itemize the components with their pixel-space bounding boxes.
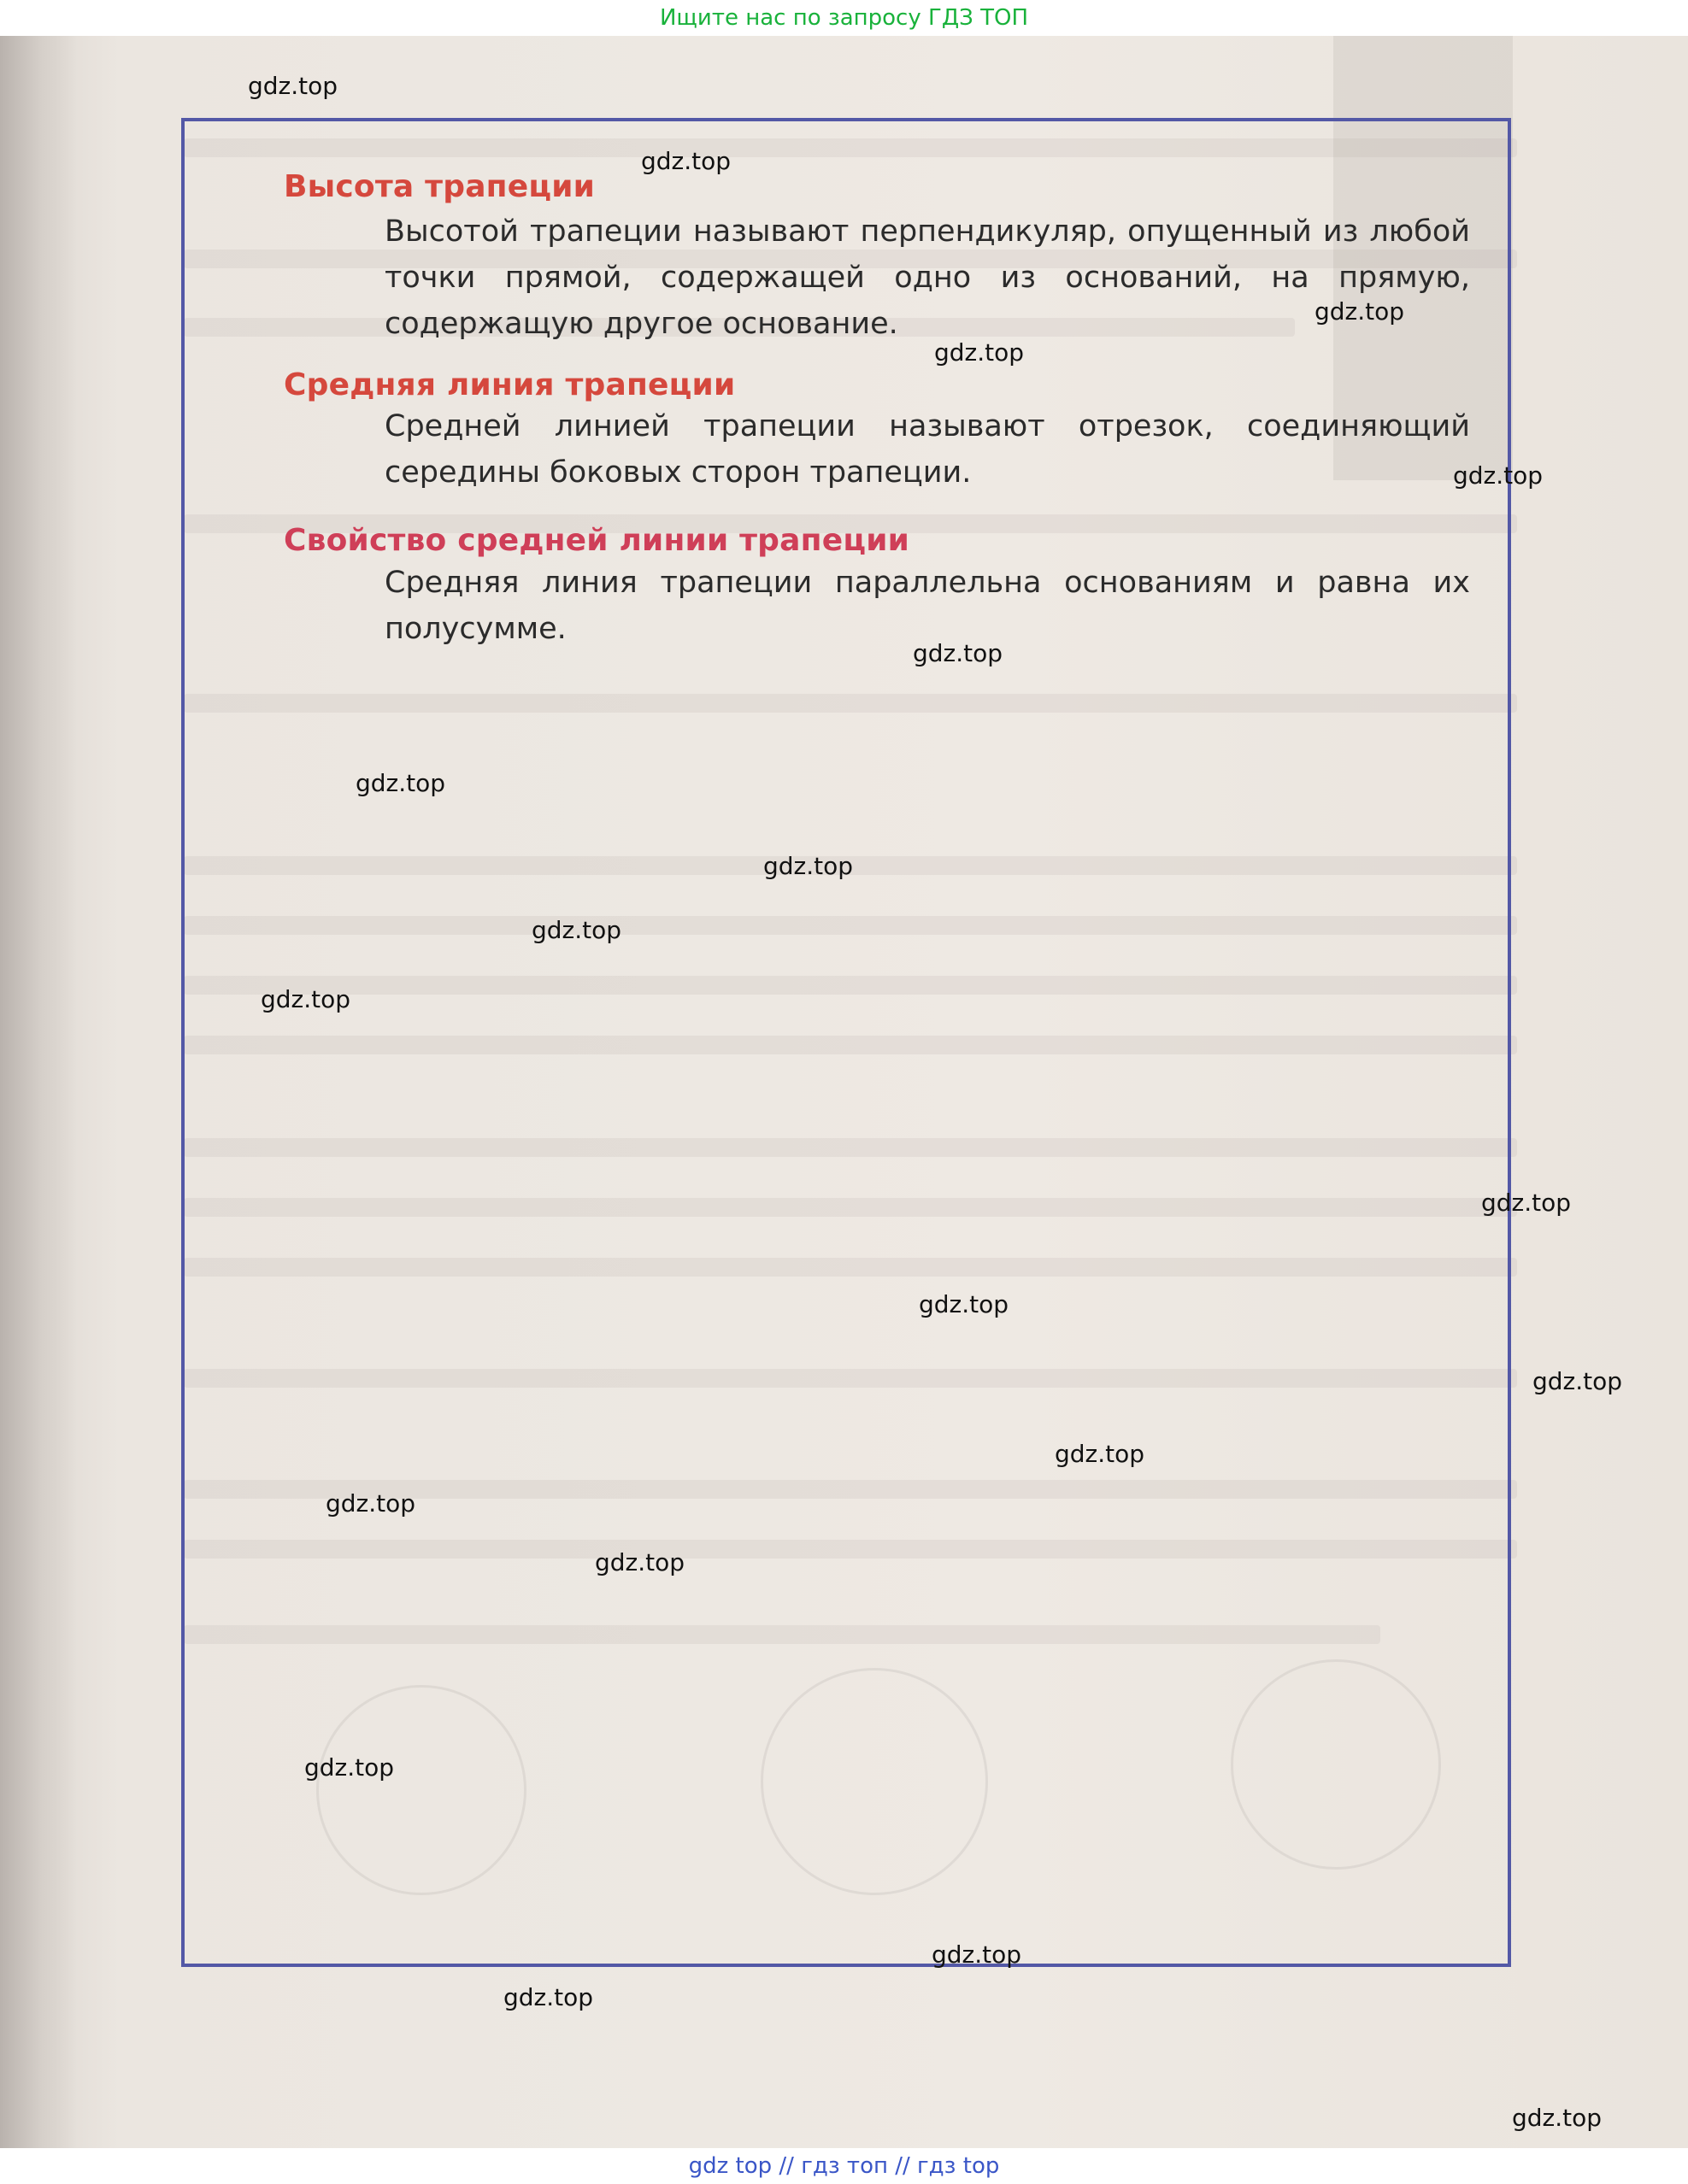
heading-trapezoid-midline: Средняя линия трапеции [284, 367, 736, 402]
watermark: gdz.top [1532, 1367, 1623, 1395]
heading-trapezoid-height: Высота трапеции [284, 169, 596, 204]
definition-trapezoid-height: Высотой трапеции называют перпендикуляр, опущенный из любой точки прямой, содержащей одно из оснований, на прямую, содержащую другое основание. [385, 214, 1470, 341]
watermark: gdz.top [1055, 1440, 1145, 1468]
watermark: gdz.top [1481, 1189, 1572, 1217]
watermark: gdz.top [532, 916, 622, 944]
watermark: gdz.top [595, 1548, 685, 1576]
top-banner-text[interactable]: Ищите нас по запросу ГДЗ ТОП [659, 5, 1029, 31]
watermark: gdz.top [919, 1290, 1009, 1318]
watermark: gdz.top [326, 1489, 416, 1518]
top-banner[interactable] [0, 0, 1688, 36]
watermark: gdz.top [503, 1983, 594, 2011]
page-binding-shadow [0, 36, 77, 2148]
definition-trapezoid-midline: Средней линией трапеции называют отрезок, соединяющий середины боковых сторон трапеции. [385, 409, 1470, 490]
watermark: gdz.top [356, 769, 446, 797]
book-page [0, 36, 1688, 2148]
statement-midline-property: Средняя линия трапеции параллельна основаниям и равна их полусумме. [385, 566, 1470, 646]
watermark: gdz.top [248, 72, 338, 100]
watermark: gdz.top [913, 639, 1003, 667]
watermark: gdz.top [932, 1940, 1022, 1969]
watermark: gdz.top [1453, 461, 1544, 490]
bottom-banner[interactable] [0, 2148, 1688, 2184]
heading-midline-property: Свойство средней линии трапеции [284, 523, 910, 558]
watermark: gdz.top [1315, 297, 1405, 326]
watermark: gdz.top [1512, 2104, 1603, 2132]
bottom-banner-text[interactable]: gdz top // гдз топ // гдз top [688, 2153, 1000, 2179]
watermark: gdz.top [934, 338, 1025, 367]
watermark: gdz.top [304, 1753, 395, 1782]
watermark: gdz.top [641, 147, 732, 175]
watermark: gdz.top [763, 852, 854, 880]
watermark: gdz.top [261, 985, 351, 1013]
